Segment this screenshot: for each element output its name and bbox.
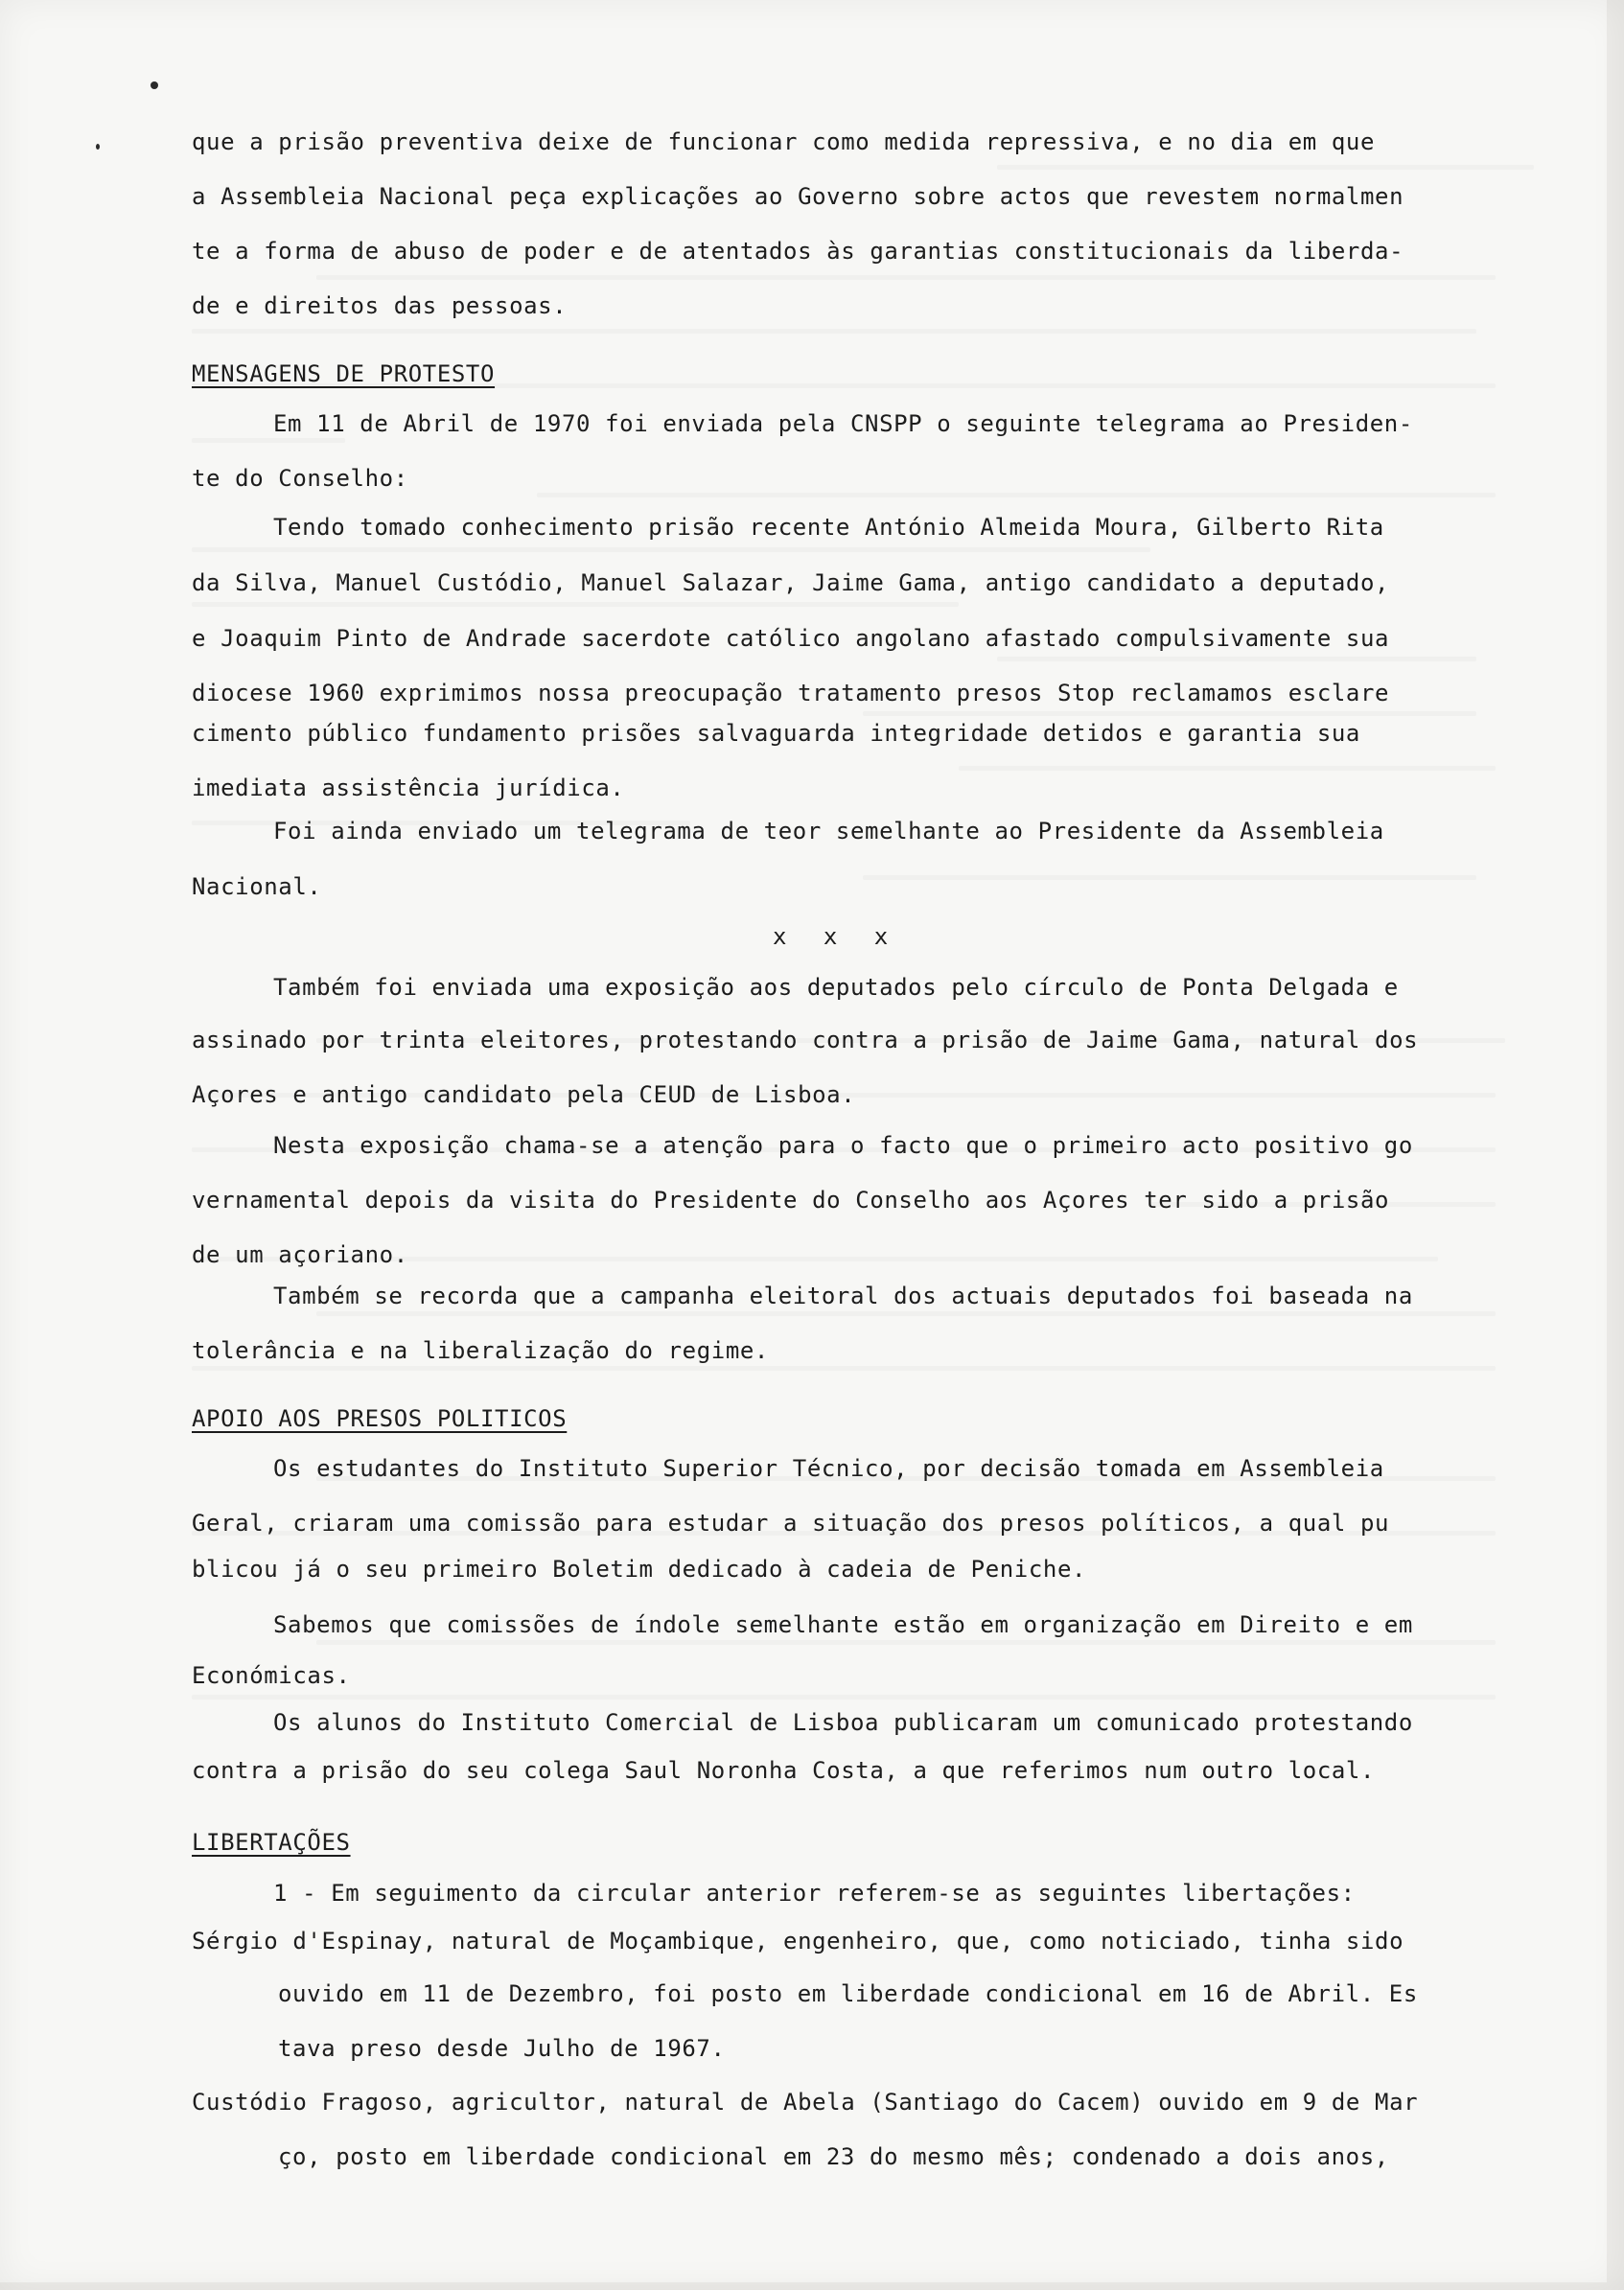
section-separator: x x x <box>773 923 900 950</box>
text-line: a Assembleia Nacional peça explicações ao Governo sobre actos que revestem normalmen <box>192 183 1404 210</box>
text-line: Em 11 de Abril de 1970 foi enviada pela CNSPP o seguinte telegrama ao Presiden- <box>273 410 1413 437</box>
text-line: e Joaquim Pinto de Andrade sacerdote católico angolano afastado compulsivamente sua <box>192 625 1390 652</box>
text-line: que a prisão preventiva deixe de funcionar como medida repressiva, e no dia em que <box>192 128 1376 155</box>
text-line: Sabemos que comissões de índole semelhante estão em organização em Direito e em <box>273 1611 1413 1638</box>
section-heading-libertacoes: LIBERTAÇÕES <box>192 1829 351 1856</box>
text-line: de um açoriano. <box>192 1241 408 1268</box>
text-line: te do Conselho: <box>192 465 408 492</box>
text-line: vernamental depois da visita do Presidente do Conselho aos Açores ter sido a prisão <box>192 1187 1390 1214</box>
text-line: Geral, criaram uma comissão para estudar a situação dos presos políticos, a qual pu <box>192 1510 1390 1537</box>
text-line: Nesta exposição chama-se a atenção para o facto que o primeiro acto positivo go <box>273 1132 1413 1159</box>
text-line: de e direitos das pessoas. <box>192 292 568 319</box>
text-line: 1 - Em seguimento da circular anterior referem-se as seguintes libertações: <box>273 1880 1356 1907</box>
text-line: imediata assistência jurídica. <box>192 775 625 801</box>
text-line: ouvido em 11 de Dezembro, foi posto em liberdade condicional em 16 de Abril. Es <box>278 1980 1418 2007</box>
text-line: Também foi enviada uma exposição aos deputados pelo círculo de Ponta Delgada e <box>273 974 1399 1001</box>
text-line: ço, posto em liberdade condicional em 23 do mesmo mês; condenado a dois anos, <box>278 2143 1389 2170</box>
section-heading-mensagens: MENSAGENS DE PROTESTO <box>192 360 496 387</box>
text-line: tava preso desde Julho de 1967. <box>278 2035 726 2062</box>
section-heading-apoio: APOIO AOS PRESOS POLITICOS <box>192 1405 568 1432</box>
text-line: Também se recorda que a campanha eleitoral dos actuais deputados foi baseada na <box>273 1283 1413 1309</box>
text-line: Tendo tomado conhecimento prisão recente António Almeida Moura, Gilberto Rita <box>273 514 1384 541</box>
text-line: Sérgio d'Espinay, natural de Moçambique, engenheiro, que, como noticiado, tinha sido <box>192 1928 1404 1955</box>
text-line: Foi ainda enviado um telegrama de teor semelhante ao Presidente da Assembleia <box>273 818 1384 844</box>
text-line: da Silva, Manuel Custódio, Manuel Salazar, Jaime Gama, antigo candidato a deputado, <box>192 569 1390 596</box>
text-line: Os alunos do Instituto Comercial de Lisboa publicaram um comunicado protestando <box>273 1709 1413 1736</box>
text-line: diocese 1960 exprimimos nossa preocupação tratamento presos Stop reclamamos esclare <box>192 680 1390 706</box>
text-line: contra a prisão do seu colega Saul Noronha Costa, a que referimos num outro local. <box>192 1757 1376 1784</box>
text-line: cimento público fundamento prisões salvaguarda integridade detidos e garantia sua <box>192 720 1360 747</box>
text-line: Açores e antigo candidato pela CEUD de Lisboa. <box>192 1081 856 1108</box>
text-line: Económicas. <box>192 1662 351 1689</box>
text-line: blicou já o seu primeiro Boletim dedicado à cadeia de Peniche. <box>192 1556 1087 1583</box>
text-line: Nacional. <box>192 873 322 900</box>
text-line: assinado por trinta eleitores, protestando contra a prisão de Jaime Gama, natural dos <box>192 1027 1419 1053</box>
text-line: Custódio Fragoso, agricultor, natural de Abela (Santiago do Cacem) ouvido em 9 de Mar <box>192 2089 1419 2116</box>
text-line: Os estudantes do Instituto Superior Técnico, por decisão tomada em Assembleia <box>273 1455 1384 1482</box>
text-line: tolerância e na liberalização do regime. <box>192 1337 769 1364</box>
text-line: te a forma de abuso de poder e de atentados às garantias constitucionais da liberda- <box>192 238 1404 265</box>
